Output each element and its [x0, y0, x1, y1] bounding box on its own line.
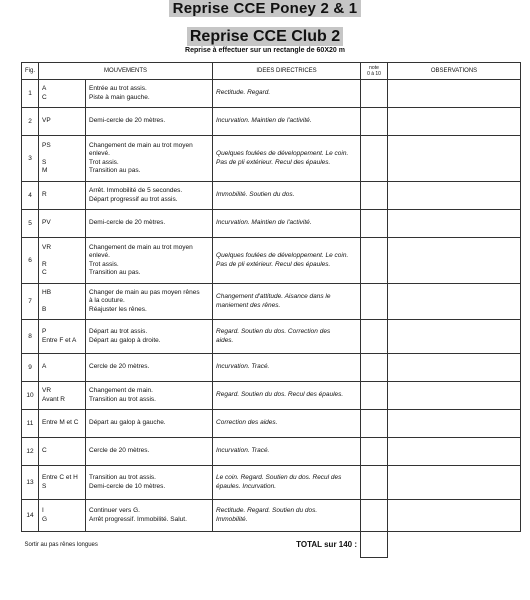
figure-number: 3: [22, 136, 39, 182]
idea-line: Immobilité. Soutien du dos.: [216, 191, 295, 199]
letter: VR: [42, 243, 52, 251]
idea-line: Correction des aides.: [216, 419, 278, 427]
movement-line: Changement de main.: [89, 387, 153, 394]
letter: PS: [42, 141, 51, 149]
title-sub-wrap: [0, 27, 530, 46]
idea-line: Le coin. Regard. Soutien du dos. Recul des: [216, 474, 342, 481]
letter: Entre F et A: [42, 336, 77, 344]
letters-cell: [39, 410, 86, 438]
idea-cell: [213, 210, 361, 238]
letter: A: [42, 85, 47, 92]
movement-cell: [86, 500, 213, 532]
letter: [42, 150, 82, 159]
header-idees: IDEES DIRECTRICES: [213, 63, 361, 80]
idea-cell: [213, 382, 361, 410]
figure-number: 7: [22, 284, 39, 320]
movement-cell: [86, 382, 213, 410]
letters-cell: [39, 438, 86, 466]
movement-cell: [86, 136, 213, 182]
movement-line: Trot assis.: [89, 260, 119, 268]
observation-cell[interactable]: [388, 410, 521, 438]
movement-cell: [86, 410, 213, 438]
letter: [42, 252, 82, 261]
letter: A: [42, 363, 47, 371]
letter: R: [42, 260, 47, 268]
observation-cell[interactable]: [388, 438, 521, 466]
header-row: [22, 63, 521, 80]
table-row: [22, 320, 521, 354]
idea-line: Incurvation. Tracé.: [216, 447, 270, 455]
table-row: [22, 284, 521, 320]
figure-number: 6: [22, 238, 39, 284]
movement-cell: [86, 466, 213, 500]
letters-cell: [39, 500, 86, 532]
title-sub: Reprise CCE Club 2: [187, 27, 343, 46]
observation-cell[interactable]: [388, 320, 521, 354]
movement-line: à la couture.: [89, 297, 125, 305]
subtitle: Reprise à effectuer sur un rectangle de 60X20 m: [185, 47, 345, 54]
observation-cell[interactable]: [388, 182, 521, 210]
letter: C: [42, 269, 47, 276]
letters-cell: [39, 80, 86, 108]
figure-number: 14: [22, 500, 39, 532]
letters-cell: [39, 466, 86, 500]
note-cell[interactable]: [361, 136, 388, 182]
table-row: [22, 210, 521, 238]
letters-cell: [39, 320, 86, 354]
movement-line: Départ progressif au trot assis.: [89, 195, 178, 203]
letter: M: [42, 167, 48, 174]
letter: PV: [42, 219, 51, 227]
movement-cell: [86, 238, 213, 284]
movement-cell: [86, 438, 213, 466]
idea-line: Changement d'attitude. Aisance dans le: [216, 293, 331, 300]
movement-cell: [86, 284, 213, 320]
idea-line: Rectitude. Regard. Soutien du dos.: [216, 507, 318, 514]
idea-line: épaules. Incurvation.: [216, 482, 276, 490]
footer-empty: [388, 532, 521, 558]
movement-line: Transition au trot assis.: [89, 474, 156, 481]
movement-line: Départ au trot assis.: [89, 328, 148, 335]
figure-number: 12: [22, 438, 39, 466]
observation-cell[interactable]: [388, 80, 521, 108]
footer-note-cell[interactable]: [361, 532, 388, 558]
table-row: [22, 80, 521, 108]
figure-number: 8: [22, 320, 39, 354]
movement-cell: [86, 210, 213, 238]
movement-cell: [86, 108, 213, 136]
figure-number: 5: [22, 210, 39, 238]
movement-line: Transition au pas.: [89, 269, 141, 276]
table-row: [22, 182, 521, 210]
letter: Avant R: [42, 395, 66, 403]
idea-cell: [213, 80, 361, 108]
note-cell[interactable]: [361, 320, 388, 354]
reprise-table: [21, 62, 521, 558]
idea-cell: [213, 410, 361, 438]
note-cell[interactable]: [361, 500, 388, 532]
movement-line: Trot assis.: [89, 158, 119, 166]
letters-cell: [39, 382, 86, 410]
idea-cell: [213, 320, 361, 354]
movement-cell: [86, 320, 213, 354]
table-row: [22, 410, 521, 438]
note-cell[interactable]: [361, 382, 388, 410]
letters-cell: [39, 210, 86, 238]
note-cell[interactable]: [361, 438, 388, 466]
footer-left: Sortir au pas rênes longues: [24, 541, 98, 548]
letter: S: [42, 158, 47, 166]
letter: G: [42, 515, 48, 523]
movement-line: Réajuster les rênes.: [89, 305, 147, 313]
letter: P: [42, 328, 47, 335]
idea-line: Pas de pli extérieur. Recul des épaules.: [216, 158, 331, 166]
movement-line: Changer de main au pas moyen rênes: [89, 288, 200, 296]
letters-cell: [39, 182, 86, 210]
idea-line: Incurvation. Maintien de l'activité.: [216, 117, 312, 125]
movement-line: Demi-cercle de 20 mètres.: [89, 219, 166, 227]
idea-line: maniement des rênes.: [216, 301, 281, 309]
movement-line: enlevé.: [89, 252, 110, 259]
figure-number: 1: [22, 80, 39, 108]
note-cell[interactable]: [361, 182, 388, 210]
letter: R: [42, 191, 47, 199]
table-row: [22, 438, 521, 466]
idea-line: Regard. Soutien du dos. Recul des épaules.: [216, 391, 344, 399]
idea-cell: [213, 438, 361, 466]
letter: VP: [42, 117, 51, 125]
movement-line: Continuer vers G.: [89, 507, 140, 514]
observation-cell[interactable]: [388, 108, 521, 136]
movement-line: Transition au trot assis.: [89, 395, 156, 403]
idea-cell: [213, 500, 361, 532]
idea-line: Incurvation. Maintien de l'activité.: [216, 219, 312, 227]
idea-cell: [213, 108, 361, 136]
letter: Entre M et C: [42, 419, 79, 427]
figure-number: 13: [22, 466, 39, 500]
note-cell[interactable]: [361, 284, 388, 320]
observation-cell[interactable]: [388, 284, 521, 320]
idea-line: Incurvation. Tracé.: [216, 363, 270, 371]
note-cell[interactable]: [361, 108, 388, 136]
observation-cell[interactable]: [388, 210, 521, 238]
movement-line: enlevé.: [89, 150, 110, 157]
letter: VR: [42, 387, 52, 394]
observation-cell[interactable]: [388, 354, 521, 382]
letter: C: [42, 93, 47, 101]
idea-line: Immobilité.: [216, 515, 248, 523]
idea-cell: [213, 354, 361, 382]
movement-line: Demi-cercle de 10 mètres.: [89, 482, 166, 490]
letters-cell: [39, 354, 86, 382]
letters-cell: [39, 284, 86, 320]
movement-line: Entrée au trot assis.: [89, 85, 147, 92]
table-row: [22, 108, 521, 136]
letter: I: [42, 507, 44, 514]
header-observations: OBSERVATIONS: [388, 63, 521, 80]
table-row: [22, 238, 521, 284]
letter: [42, 297, 82, 306]
movement-line: Arrêt progressif. Immobilité. Salut.: [89, 515, 187, 523]
idea-line: aides.: [216, 336, 234, 344]
idea-line: Quelques foulées de développement. Le coin.: [216, 150, 349, 157]
idea-line: Rectitude. Regard.: [216, 89, 271, 97]
figure-number: 9: [22, 354, 39, 382]
letter: C: [42, 447, 47, 455]
letters-cell: [39, 238, 86, 284]
movement-line: Départ au galop à droite.: [89, 336, 161, 344]
idea-cell: [213, 284, 361, 320]
note-cell[interactable]: [361, 410, 388, 438]
movement-line: Changement de main au trot moyen: [89, 243, 193, 251]
movement-cell: [86, 354, 213, 382]
header-note: [361, 63, 388, 80]
letters-cell: [39, 136, 86, 182]
title-main: Reprise CCE Poney 2 & 1: [169, 0, 362, 17]
idea-line: Pas de pli extérieur. Recul des épaules.: [216, 260, 331, 268]
observation-cell[interactable]: [388, 136, 521, 182]
idea-cell: [213, 466, 361, 500]
letter: Entre C et H: [42, 474, 78, 481]
idea-cell: [213, 136, 361, 182]
note-cell[interactable]: [361, 238, 388, 284]
idea-line: Quelques foulées de développement. Le coin.: [216, 252, 349, 259]
movement-line: Arrêt. Immobilité de 5 secondes.: [89, 187, 183, 194]
note-cell[interactable]: [361, 80, 388, 108]
idea-line: Regard. Soutien du dos. Correction des: [216, 328, 331, 335]
figure-number: 11: [22, 410, 39, 438]
observation-cell[interactable]: [388, 382, 521, 410]
letter: B: [42, 305, 47, 313]
movement-cell: [86, 80, 213, 108]
observation-cell[interactable]: [388, 238, 521, 284]
figure-number: 4: [22, 182, 39, 210]
rows-body: [22, 80, 521, 532]
figure-number: 2: [22, 108, 39, 136]
movement-line: Demi-cercle de 20 mètres.: [89, 117, 166, 125]
movement-line: Cercle de 20 mètres.: [89, 447, 150, 455]
table-row: [22, 136, 521, 182]
header-fig: Fig.: [22, 63, 39, 80]
table-row: [22, 354, 521, 382]
idea-cell: [213, 182, 361, 210]
observation-cell[interactable]: [388, 466, 521, 500]
letter: S: [42, 482, 47, 490]
movement-line: Cercle de 20 mètres.: [89, 363, 150, 371]
letter: HB: [42, 288, 52, 296]
movement-line: Changement de main au trot moyen: [89, 141, 193, 149]
footer-total: TOTAL sur 140 :: [296, 540, 358, 550]
movement-line: Départ au galop à gauche.: [89, 419, 166, 427]
letters-cell: [39, 108, 86, 136]
note-cell[interactable]: [361, 466, 388, 500]
header-note-line2: 0 à 10: [367, 71, 381, 77]
note-cell[interactable]: [361, 354, 388, 382]
observation-cell[interactable]: [388, 500, 521, 532]
header-mouvements: MOUVEMENTS: [39, 63, 213, 80]
title-main-wrap: [0, 0, 530, 18]
movement-cell: [86, 182, 213, 210]
header-note-line1: note: [369, 65, 379, 71]
note-cell[interactable]: [361, 210, 388, 238]
idea-cell: [213, 238, 361, 284]
table-row: [22, 382, 521, 410]
figure-number: 10: [22, 382, 39, 410]
movement-line: Piste à main gauche.: [89, 93, 150, 101]
footer-row: [22, 532, 521, 558]
table-row: [22, 466, 521, 500]
movement-line: Transition au pas.: [89, 167, 141, 174]
table-row: [22, 500, 521, 532]
